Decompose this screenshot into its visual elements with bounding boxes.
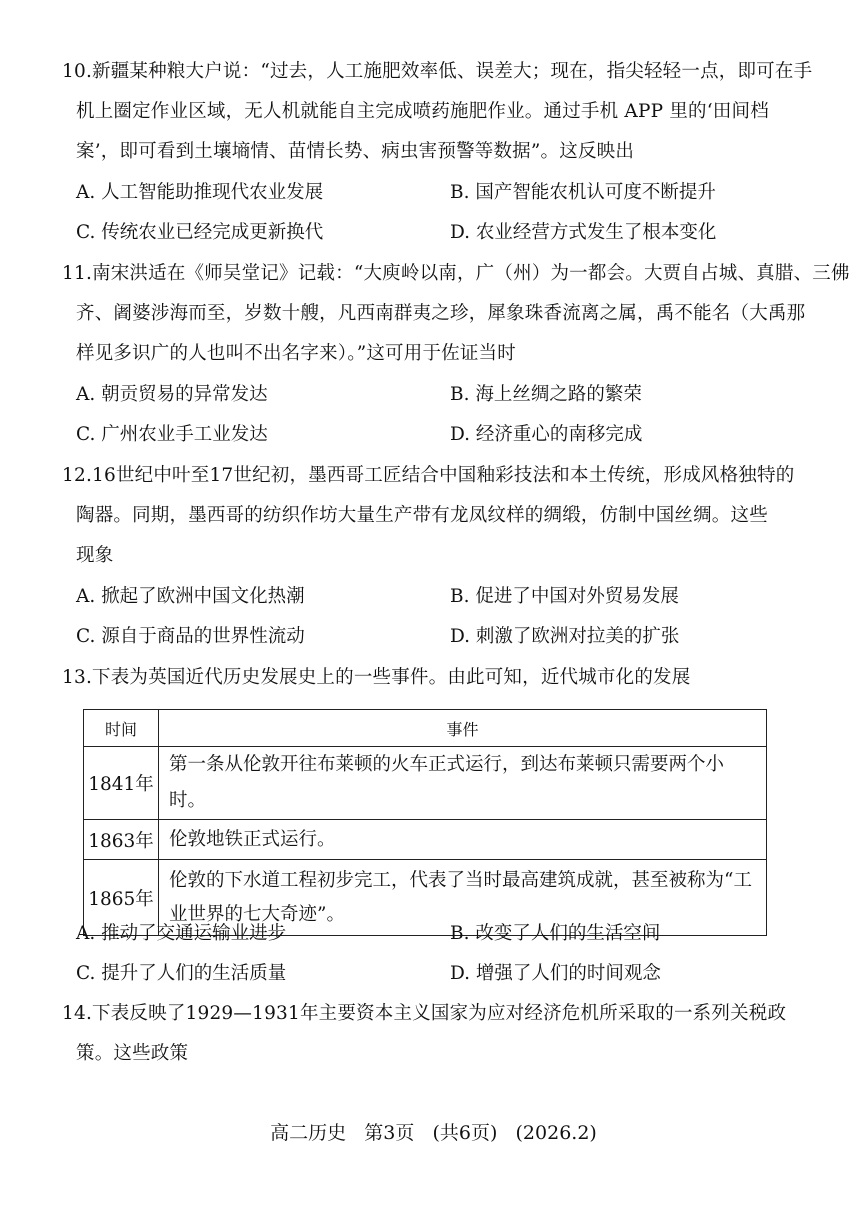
table-cell-year: 1863年: [84, 820, 159, 860]
q13-line-1: 13.下表为英国近代历史发展史上的一些事件。由此可知，近代城市化的发展: [62, 667, 691, 688]
table-header-event: 事件: [159, 710, 767, 747]
q14-line-2: 策。这些政策: [76, 1043, 189, 1064]
q11-option-a: A. 朝贡贸易的异常发达: [76, 384, 268, 405]
q11-option-c: C. 广州农业手工业发达: [76, 424, 268, 445]
q12-line-1: 12.16世纪中叶至17世纪初，墨西哥工匠结合中国釉彩技法和本土传统，形成风格独特的: [62, 465, 795, 486]
table-header-row: [84, 710, 767, 747]
q11-line-3: 样见多识广的人也叫不出名字来）。”这可用于佐证当时: [76, 343, 516, 364]
q11-option-d: D. 经济重心的南移完成: [450, 424, 643, 445]
q10-option-d: D. 农业经营方式发生了根本变化: [450, 222, 717, 243]
table-cell-year: 1841年: [84, 747, 159, 820]
q12-line-3: 现象: [76, 545, 114, 566]
q12-option-a: A. 掀起了欧洲中国文化热潮: [76, 586, 305, 607]
q13-option-d: D. 增强了人们的时间观念: [450, 963, 661, 984]
table-header-time: 时间: [84, 710, 159, 747]
q12-option-c: C. 源自于商品的世界性流动: [76, 626, 305, 647]
q11-line-1: 11.南宋洪适在《师吴堂记》记载：“大庾岭以南，广（州）为一都会。大贾自占城、真腊、三佛: [62, 263, 850, 284]
q10-option-a: A. 人工智能助推现代农业发展: [76, 182, 324, 203]
table-row: [84, 747, 767, 820]
q10-line-3: 案’，即可看到土壤墒情、苗情长势、病虫害预警等数据”。这反映出: [76, 141, 635, 162]
table-cell-event: 伦敦地铁正式运行。: [159, 820, 767, 860]
table-cell-event-line-1: 伦敦的下水道工程初步完工，代表了当时最高建筑成就，甚至被称为“工: [169, 869, 752, 891]
q14-line-1: 14.下表反映了1929—1931年主要资本主义国家为应对经济危机所采取的一系列关税政: [62, 1003, 787, 1024]
q11-line-2: 齐、阇婆涉海而至，岁数十艘，凡西南群夷之珍，犀象珠香流离之属，禹不能名（大禹那: [76, 303, 806, 324]
q11-option-b: B. 海上丝绸之路的繁荣: [450, 384, 642, 405]
q10-line-2: 机上圈定作业区域，无人机就能自主完成喷药施肥作业。通过手机 APP 里的‘田间档: [76, 101, 769, 122]
q13-option-a: A. 推动了交通运输业进步: [76, 923, 287, 944]
table-cell-event-line-2: 业世界的七大奇迹”。: [169, 903, 345, 925]
q13-option-c: C. 提升了人们的生活质量: [76, 963, 287, 984]
table-cell-year: 1865年: [84, 860, 159, 936]
table-row: [84, 820, 767, 860]
q10-option-b: B. 国产智能农机认可度不断提升: [450, 182, 716, 203]
q12-line-2: 陶器。同期，墨西哥的纺织作坊大量生产带有龙凤纹样的绸缎，仿制中国丝绸。这些: [76, 505, 768, 526]
q12-option-d: D. 刺激了欧洲对拉美的扩张: [450, 626, 680, 647]
q10-line-1: 10.新疆某种粮大户说：“过去，人工施肥效率低、误差大；现在，指尖轻轻一点，即可在手: [62, 61, 813, 82]
q13-option-b: B. 改变了人们的生活空间: [450, 923, 661, 944]
table-cell-event: 第一条从伦敦开往布莱顿的火车正式运行，到达布莱顿只需要两个小时。: [159, 747, 767, 820]
events-table: [83, 709, 767, 936]
page-footer: 高二历史 第3页 (共6页) (2026.2): [270, 1122, 597, 1144]
q12-option-b: B. 促进了中国对外贸易发展: [450, 586, 679, 607]
q10-option-c: C. 传统农业已经完成更新换代: [76, 222, 324, 243]
